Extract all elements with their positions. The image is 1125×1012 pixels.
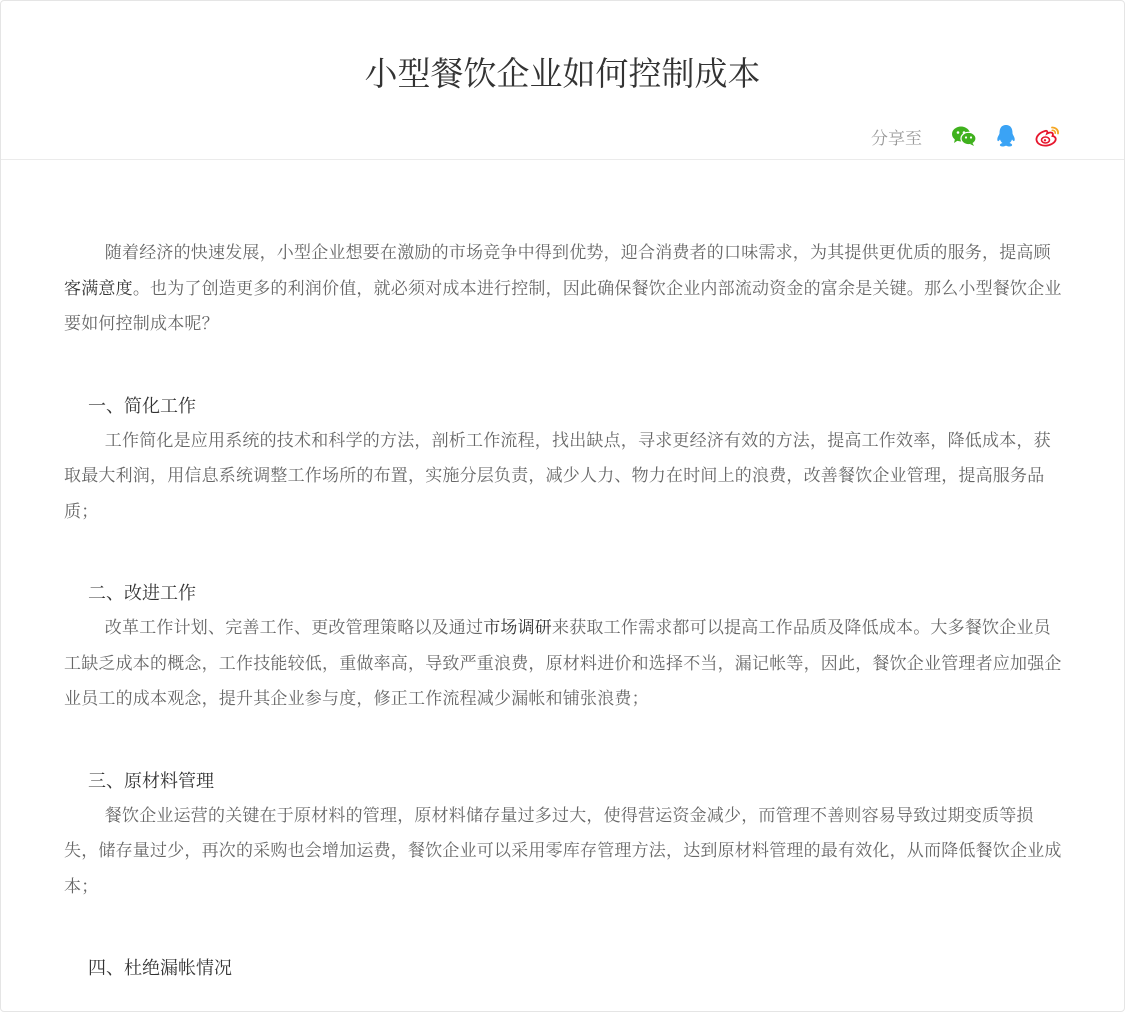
intro-text-rest: 。也为了创造更多的利润价值，就必须对成本进行控制，因此确保餐饮企业内部流动资金的富余是关键。那么小型餐饮企业要如何控制成本呢？	[64, 278, 1062, 334]
section-text-rest: 来获取工作需求都可以提高工作品质及降低成本。大多餐饮企业员工缺乏成本的概念，工作技能较低，重做率高，导致严重浪费，原材料进价和选择不当，漏记帐等，因此，餐饮企业管理者应加强企业员工的成本观念，提升其企业参与度，修正工作流程减少漏帐和铺张浪费；	[64, 618, 1062, 709]
section-heading: 四、杜绝漏帐情况	[88, 958, 232, 979]
article-header	[1, 1, 1124, 160]
page-title: 小型餐饮企业如何控制成本	[364, 54, 761, 93]
section-heading: 一、简化工作	[88, 395, 196, 417]
section-heading: 二、改进工作	[88, 583, 196, 604]
intro-text: 随着经济的快速发展，小型企业想要在激励的市场竞争中得到优势，迎合消费者的口味需求，为其提供更优质的服务，提高顾	[104, 243, 1051, 263]
qq-icon[interactable]	[992, 122, 1020, 150]
intro-paragraph	[64, 236, 1064, 343]
market-research-link[interactable]: 市场调研	[483, 618, 553, 638]
article-body	[64, 236, 1064, 986]
section-paragraph: 工作简化是应用系统的技术和科学的方法，剖析工作流程，找出缺点，寻求更经济有效的方法，提高工作效率，降低成本，获取最大利润，用信息系统调整工作场所的布置，实施分层负责，减少人力、物力在时间上的浪费，改善餐饮企业管理，提高服务品质；	[64, 430, 1051, 522]
section-paragraph: 餐饮企业运营的关键在于原材料的管理，原材料储存量过多过大，使得营运资金减少，而管理不善则容易导致过期变质等损失，储存量过少，再次的采购也会增加运费，餐饮企业可以采用零库存管理方法，达到原材料管理的最有效化，从而降低餐饮企业成本；	[64, 805, 1062, 897]
wechat-icon[interactable]	[950, 122, 978, 150]
customer-satisfaction-link[interactable]: 客满意度	[64, 278, 133, 299]
weibo-icon[interactable]	[1034, 122, 1062, 150]
section-text: 改革工作计划、完善工作、更改管理策略以及通过	[104, 618, 484, 638]
share-label: 分享至	[871, 128, 922, 149]
section-heading: 三、原材料管理	[88, 770, 214, 792]
share-bar	[871, 121, 1062, 151]
section-paragraph	[64, 611, 1064, 718]
